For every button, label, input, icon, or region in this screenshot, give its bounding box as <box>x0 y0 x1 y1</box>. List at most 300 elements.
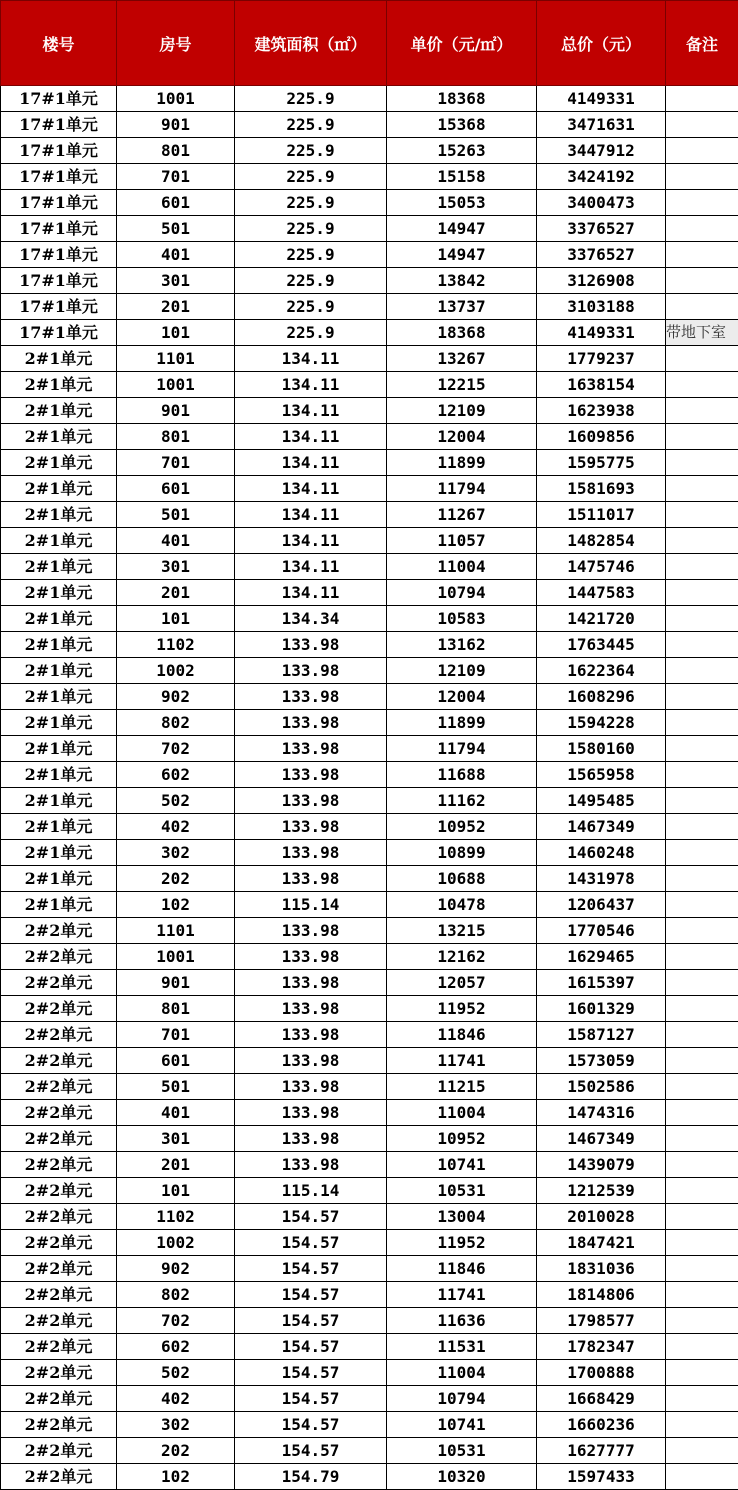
cell-unit-price: 11215 <box>387 1074 537 1100</box>
cell-note <box>666 866 738 892</box>
cell-unit-price: 10478 <box>387 892 537 918</box>
cell-room: 1001 <box>117 944 235 970</box>
cell-room: 902 <box>117 1256 235 1282</box>
table-row <box>1 216 738 242</box>
cell-total-price: 1421720 <box>537 606 666 632</box>
cell-area: 133.98 <box>235 866 387 892</box>
cell-room: 302 <box>117 1412 235 1438</box>
cell-area: 134.34 <box>235 606 387 632</box>
cell-total-price: 1573059 <box>537 1048 666 1074</box>
cell-building: 2#1单元 <box>1 814 117 840</box>
cell-building: 2#2单元 <box>1 996 117 1022</box>
cell-total-price: 3376527 <box>537 216 666 242</box>
cell-area: 154.57 <box>235 1282 387 1308</box>
cell-total-price: 1609856 <box>537 424 666 450</box>
cell-unit-price: 11162 <box>387 788 537 814</box>
table-row <box>1 1412 738 1438</box>
cell-total-price: 1431978 <box>537 866 666 892</box>
cell-area: 225.9 <box>235 320 387 346</box>
cell-room: 701 <box>117 164 235 190</box>
cell-note <box>666 840 738 866</box>
cell-note <box>666 1074 738 1100</box>
cell-note <box>666 1438 738 1464</box>
cell-unit-price: 10952 <box>387 1126 537 1152</box>
cell-unit-price: 13842 <box>387 268 537 294</box>
header-unit-price: 单价（元/㎡） <box>387 1 537 86</box>
cell-area: 134.11 <box>235 554 387 580</box>
cell-building: 17#1单元 <box>1 294 117 320</box>
cell-room: 702 <box>117 736 235 762</box>
cell-unit-price: 12162 <box>387 944 537 970</box>
cell-building: 2#1单元 <box>1 684 117 710</box>
cell-unit-price: 11267 <box>387 502 537 528</box>
cell-room: 901 <box>117 112 235 138</box>
cell-room: 902 <box>117 684 235 710</box>
cell-total-price: 1580160 <box>537 736 666 762</box>
cell-building: 2#1单元 <box>1 710 117 736</box>
cell-unit-price: 10741 <box>387 1152 537 1178</box>
cell-room: 501 <box>117 1074 235 1100</box>
table-row <box>1 164 738 190</box>
cell-area: 134.11 <box>235 502 387 528</box>
cell-total-price: 1601329 <box>537 996 666 1022</box>
cell-unit-price: 11794 <box>387 476 537 502</box>
cell-unit-price: 13737 <box>387 294 537 320</box>
cell-unit-price: 13267 <box>387 346 537 372</box>
table-row <box>1 372 738 398</box>
cell-total-price: 1447583 <box>537 580 666 606</box>
cell-total-price: 1502586 <box>537 1074 666 1100</box>
cell-building: 2#1单元 <box>1 450 117 476</box>
cell-note <box>666 294 738 320</box>
cell-total-price: 1439079 <box>537 1152 666 1178</box>
cell-room: 1001 <box>117 372 235 398</box>
cell-room: 302 <box>117 840 235 866</box>
cell-building: 2#1单元 <box>1 346 117 372</box>
cell-unit-price: 11057 <box>387 528 537 554</box>
cell-room: 401 <box>117 1100 235 1126</box>
cell-area: 154.57 <box>235 1360 387 1386</box>
cell-building: 2#2单元 <box>1 1048 117 1074</box>
cell-area: 115.14 <box>235 1178 387 1204</box>
cell-total-price: 4149331 <box>537 320 666 346</box>
cell-total-price: 1495485 <box>537 788 666 814</box>
cell-note <box>666 710 738 736</box>
cell-total-price: 3471631 <box>537 112 666 138</box>
cell-total-price: 1565958 <box>537 762 666 788</box>
cell-note <box>666 606 738 632</box>
cell-total-price: 3103188 <box>537 294 666 320</box>
table-row <box>1 1334 738 1360</box>
cell-unit-price: 10531 <box>387 1438 537 1464</box>
cell-note <box>666 138 738 164</box>
cell-area: 134.11 <box>235 424 387 450</box>
header-row <box>1 1 738 86</box>
cell-building: 17#1单元 <box>1 320 117 346</box>
table-row <box>1 346 738 372</box>
cell-building: 2#1单元 <box>1 606 117 632</box>
cell-total-price: 3424192 <box>537 164 666 190</box>
cell-area: 133.98 <box>235 814 387 840</box>
cell-total-price: 1638154 <box>537 372 666 398</box>
cell-room: 801 <box>117 996 235 1022</box>
cell-note <box>666 658 738 684</box>
cell-building: 17#1单元 <box>1 268 117 294</box>
table-row <box>1 1022 738 1048</box>
cell-area: 134.11 <box>235 372 387 398</box>
cell-note <box>666 164 738 190</box>
cell-total-price: 1511017 <box>537 502 666 528</box>
cell-building: 2#1单元 <box>1 502 117 528</box>
cell-building: 2#2单元 <box>1 1230 117 1256</box>
cell-building: 2#2单元 <box>1 1412 117 1438</box>
cell-note <box>666 970 738 996</box>
cell-area: 133.98 <box>235 1048 387 1074</box>
cell-area: 154.79 <box>235 1464 387 1490</box>
cell-area: 133.98 <box>235 1126 387 1152</box>
cell-building: 2#2单元 <box>1 1074 117 1100</box>
header-room: 房号 <box>117 1 235 86</box>
cell-area: 154.57 <box>235 1256 387 1282</box>
cell-total-price: 1622364 <box>537 658 666 684</box>
cell-room: 201 <box>117 580 235 606</box>
cell-unit-price: 10531 <box>387 1178 537 1204</box>
cell-unit-price: 15053 <box>387 190 537 216</box>
cell-unit-price: 11004 <box>387 1360 537 1386</box>
cell-note <box>666 1256 738 1282</box>
cell-room: 601 <box>117 1048 235 1074</box>
cell-room: 602 <box>117 1334 235 1360</box>
cell-building: 2#1单元 <box>1 788 117 814</box>
cell-unit-price: 11899 <box>387 450 537 476</box>
cell-unit-price: 11531 <box>387 1334 537 1360</box>
cell-room: 1102 <box>117 632 235 658</box>
cell-area: 133.98 <box>235 684 387 710</box>
cell-room: 102 <box>117 1464 235 1490</box>
cell-area: 154.57 <box>235 1438 387 1464</box>
cell-note <box>666 944 738 970</box>
cell-note <box>666 892 738 918</box>
cell-unit-price: 14947 <box>387 216 537 242</box>
cell-building: 2#1单元 <box>1 736 117 762</box>
cell-total-price: 1482854 <box>537 528 666 554</box>
cell-note <box>666 1230 738 1256</box>
cell-building: 2#1单元 <box>1 762 117 788</box>
table-row <box>1 242 738 268</box>
cell-total-price: 1763445 <box>537 632 666 658</box>
table-row <box>1 1074 738 1100</box>
cell-building: 2#2单元 <box>1 1308 117 1334</box>
table-row <box>1 138 738 164</box>
cell-building: 2#1单元 <box>1 892 117 918</box>
cell-room: 601 <box>117 190 235 216</box>
cell-unit-price: 11004 <box>387 1100 537 1126</box>
cell-unit-price: 11952 <box>387 996 537 1022</box>
cell-note <box>666 918 738 944</box>
cell-building: 2#1单元 <box>1 866 117 892</box>
cell-note <box>666 528 738 554</box>
cell-area: 154.57 <box>235 1230 387 1256</box>
cell-building: 2#2单元 <box>1 1464 117 1490</box>
cell-room: 802 <box>117 710 235 736</box>
cell-note <box>666 86 738 112</box>
table-row <box>1 866 738 892</box>
table-row <box>1 112 738 138</box>
table-row <box>1 606 738 632</box>
cell-unit-price: 12004 <box>387 424 537 450</box>
cell-room: 701 <box>117 450 235 476</box>
cell-unit-price: 13162 <box>387 632 537 658</box>
table-row <box>1 970 738 996</box>
cell-area: 133.98 <box>235 736 387 762</box>
cell-area: 154.57 <box>235 1386 387 1412</box>
cell-unit-price: 11846 <box>387 1256 537 1282</box>
cell-room: 402 <box>117 1386 235 1412</box>
cell-room: 401 <box>117 528 235 554</box>
cell-area: 134.11 <box>235 450 387 476</box>
cell-area: 225.9 <box>235 164 387 190</box>
cell-unit-price: 18368 <box>387 86 537 112</box>
cell-building: 2#1单元 <box>1 580 117 606</box>
cell-building: 2#1单元 <box>1 632 117 658</box>
table-row <box>1 1386 738 1412</box>
cell-unit-price: 15368 <box>387 112 537 138</box>
cell-note <box>666 580 738 606</box>
cell-area: 133.98 <box>235 710 387 736</box>
cell-room: 502 <box>117 788 235 814</box>
cell-unit-price: 10741 <box>387 1412 537 1438</box>
cell-area: 225.9 <box>235 190 387 216</box>
cell-note <box>666 424 738 450</box>
cell-note <box>666 1334 738 1360</box>
cell-unit-price: 10794 <box>387 580 537 606</box>
cell-total-price: 1581693 <box>537 476 666 502</box>
cell-total-price: 1467349 <box>537 814 666 840</box>
table-row <box>1 502 738 528</box>
cell-unit-price: 11741 <box>387 1282 537 1308</box>
cell-total-price: 1798577 <box>537 1308 666 1334</box>
cell-note <box>666 1360 738 1386</box>
cell-note <box>666 996 738 1022</box>
table-row <box>1 554 738 580</box>
cell-area: 225.9 <box>235 138 387 164</box>
cell-note <box>666 476 738 502</box>
cell-unit-price: 10688 <box>387 866 537 892</box>
cell-note <box>666 216 738 242</box>
cell-unit-price: 13004 <box>387 1204 537 1230</box>
cell-building: 2#1单元 <box>1 840 117 866</box>
cell-total-price: 1475746 <box>537 554 666 580</box>
cell-room: 1102 <box>117 1204 235 1230</box>
cell-total-price: 1668429 <box>537 1386 666 1412</box>
table-row <box>1 1048 738 1074</box>
cell-total-price: 1206437 <box>537 892 666 918</box>
table-row <box>1 840 738 866</box>
table-row <box>1 1360 738 1386</box>
cell-total-price: 2010028 <box>537 1204 666 1230</box>
cell-total-price: 1814806 <box>537 1282 666 1308</box>
table-header <box>1 1 738 86</box>
cell-total-price: 1782347 <box>537 1334 666 1360</box>
cell-unit-price: 15263 <box>387 138 537 164</box>
cell-building: 2#2单元 <box>1 918 117 944</box>
cell-note <box>666 398 738 424</box>
header-building: 楼号 <box>1 1 117 86</box>
cell-room: 601 <box>117 476 235 502</box>
cell-note: 带地下室 <box>666 320 738 346</box>
cell-room: 801 <box>117 138 235 164</box>
cell-unit-price: 11636 <box>387 1308 537 1334</box>
cell-note <box>666 736 738 762</box>
cell-building: 2#1单元 <box>1 476 117 502</box>
cell-unit-price: 11899 <box>387 710 537 736</box>
cell-area: 133.98 <box>235 632 387 658</box>
table-row <box>1 1204 738 1230</box>
cell-room: 202 <box>117 866 235 892</box>
cell-note <box>666 1412 738 1438</box>
table-row <box>1 1178 738 1204</box>
cell-building: 2#2单元 <box>1 1178 117 1204</box>
table-row <box>1 996 738 1022</box>
cell-total-price: 1467349 <box>537 1126 666 1152</box>
table-row <box>1 788 738 814</box>
cell-unit-price: 11952 <box>387 1230 537 1256</box>
table-row <box>1 658 738 684</box>
cell-building: 2#2单元 <box>1 970 117 996</box>
table-row <box>1 320 738 346</box>
cell-building: 2#1单元 <box>1 658 117 684</box>
cell-unit-price: 11688 <box>387 762 537 788</box>
cell-unit-price: 12109 <box>387 398 537 424</box>
cell-room: 702 <box>117 1308 235 1334</box>
table-row <box>1 476 738 502</box>
cell-note <box>666 1204 738 1230</box>
cell-building: 17#1单元 <box>1 138 117 164</box>
cell-building: 2#2单元 <box>1 1334 117 1360</box>
table-row <box>1 1152 738 1178</box>
cell-note <box>666 190 738 216</box>
cell-room: 801 <box>117 424 235 450</box>
cell-unit-price: 11794 <box>387 736 537 762</box>
cell-total-price: 1597433 <box>537 1464 666 1490</box>
cell-note <box>666 1126 738 1152</box>
cell-note <box>666 1178 738 1204</box>
table-row <box>1 918 738 944</box>
cell-total-price: 1847421 <box>537 1230 666 1256</box>
cell-total-price: 1615397 <box>537 970 666 996</box>
table-row <box>1 450 738 476</box>
cell-area: 133.98 <box>235 1100 387 1126</box>
cell-unit-price: 12057 <box>387 970 537 996</box>
cell-total-price: 3126908 <box>537 268 666 294</box>
table-row <box>1 632 738 658</box>
table-row <box>1 1256 738 1282</box>
cell-area: 133.98 <box>235 918 387 944</box>
table-row <box>1 86 738 112</box>
cell-total-price: 1212539 <box>537 1178 666 1204</box>
cell-total-price: 1779237 <box>537 346 666 372</box>
cell-total-price: 1700888 <box>537 1360 666 1386</box>
cell-area: 133.98 <box>235 996 387 1022</box>
table-row <box>1 1464 738 1490</box>
cell-note <box>666 268 738 294</box>
cell-area: 225.9 <box>235 86 387 112</box>
cell-area: 133.98 <box>235 1152 387 1178</box>
cell-building: 2#2单元 <box>1 1256 117 1282</box>
table-row <box>1 190 738 216</box>
cell-unit-price: 12109 <box>387 658 537 684</box>
cell-total-price: 1594228 <box>537 710 666 736</box>
table-row <box>1 944 738 970</box>
cell-note <box>666 814 738 840</box>
cell-note <box>666 1048 738 1074</box>
table-row <box>1 398 738 424</box>
cell-room: 502 <box>117 1360 235 1386</box>
cell-room: 101 <box>117 606 235 632</box>
cell-area: 225.9 <box>235 242 387 268</box>
cell-room: 301 <box>117 554 235 580</box>
cell-room: 101 <box>117 1178 235 1204</box>
cell-building: 17#1单元 <box>1 190 117 216</box>
cell-note <box>666 762 738 788</box>
cell-area: 133.98 <box>235 840 387 866</box>
cell-area: 133.98 <box>235 944 387 970</box>
cell-area: 154.57 <box>235 1334 387 1360</box>
cell-note <box>666 450 738 476</box>
table-row <box>1 736 738 762</box>
cell-room: 401 <box>117 242 235 268</box>
cell-note <box>666 1308 738 1334</box>
cell-note <box>666 788 738 814</box>
cell-area: 134.11 <box>235 580 387 606</box>
cell-room: 402 <box>117 814 235 840</box>
cell-room: 1002 <box>117 658 235 684</box>
cell-room: 301 <box>117 1126 235 1152</box>
cell-unit-price: 10794 <box>387 1386 537 1412</box>
cell-room: 501 <box>117 502 235 528</box>
cell-total-price: 1770546 <box>537 918 666 944</box>
cell-note <box>666 1464 738 1490</box>
cell-area: 154.57 <box>235 1204 387 1230</box>
cell-room: 102 <box>117 892 235 918</box>
cell-room: 201 <box>117 294 235 320</box>
cell-note <box>666 1022 738 1048</box>
cell-room: 701 <box>117 1022 235 1048</box>
cell-unit-price: 15158 <box>387 164 537 190</box>
table-row <box>1 892 738 918</box>
cell-total-price: 3400473 <box>537 190 666 216</box>
cell-note <box>666 346 738 372</box>
cell-area: 134.11 <box>235 346 387 372</box>
cell-building: 2#1单元 <box>1 372 117 398</box>
cell-total-price: 1627777 <box>537 1438 666 1464</box>
cell-note <box>666 1386 738 1412</box>
table-row <box>1 268 738 294</box>
cell-room: 201 <box>117 1152 235 1178</box>
cell-total-price: 1587127 <box>537 1022 666 1048</box>
cell-total-price: 1474316 <box>537 1100 666 1126</box>
cell-building: 2#2单元 <box>1 1386 117 1412</box>
cell-building: 2#1单元 <box>1 398 117 424</box>
table-row <box>1 1100 738 1126</box>
cell-note <box>666 684 738 710</box>
cell-total-price: 1660236 <box>537 1412 666 1438</box>
cell-note <box>666 1152 738 1178</box>
table-row <box>1 1282 738 1308</box>
cell-room: 1101 <box>117 918 235 944</box>
cell-building: 2#1单元 <box>1 424 117 450</box>
cell-area: 134.11 <box>235 398 387 424</box>
